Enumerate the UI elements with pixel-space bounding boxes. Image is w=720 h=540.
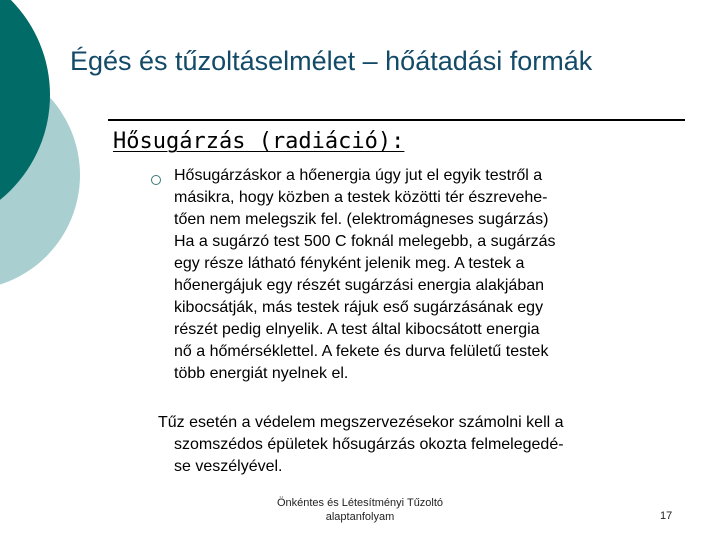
text-line: tően nem melegszik fel. (elektromágneses sugárzás) — [174, 211, 549, 228]
text-line: Tűz esetén a védelem megszervezésekor számolni kell a — [158, 414, 564, 431]
text-line: hőenergájuk egy részét sugárzási energia alakjában — [174, 277, 545, 294]
text-line: nő a hőmérséklettel. A fekete és durva felületű testek — [174, 343, 549, 360]
section-heading: Hősugárzás (radiáció): — [113, 129, 405, 154]
text-line: több energiát nyelnek el. — [174, 365, 349, 382]
page-number: 17 — [660, 510, 673, 522]
footer-line: Önkéntes és Létesítményi Tűzoltó — [276, 497, 444, 509]
footer-line: alaptanfolyam — [325, 511, 395, 523]
text-line: egy része látható fényként jelenik meg. A testek a — [174, 255, 525, 272]
text-line: másikra, hogy közben a testek közötti tér észrevehe- — [174, 189, 548, 206]
text-line: kibocsátják, más testek rájuk eső sugárzásának egy — [174, 299, 544, 316]
text-line: Hősugárzáskor a hőenergia úgy jut el egyik testről a — [174, 167, 543, 184]
radiation-paragraph — [174, 165, 556, 385]
fire-paragraph — [158, 412, 564, 478]
text-line: se veszélyével. — [174, 458, 283, 475]
title-divider — [108, 119, 685, 121]
text-line: szomszédos épületek hősugárzás okozta felmelegedé- — [174, 436, 564, 453]
text-line: Ha a sugárzó test 500 C foknál melegebb, a sugárzás — [174, 233, 556, 250]
text-line: részét pedig elnyelik. A test által kibocsátott energia — [174, 321, 540, 338]
footer-text — [240, 496, 480, 524]
hollow-circle-bullet-icon — [151, 175, 161, 185]
slide-title: Égés és tűzoltáselmélet – hőátadási formák — [70, 46, 593, 76]
